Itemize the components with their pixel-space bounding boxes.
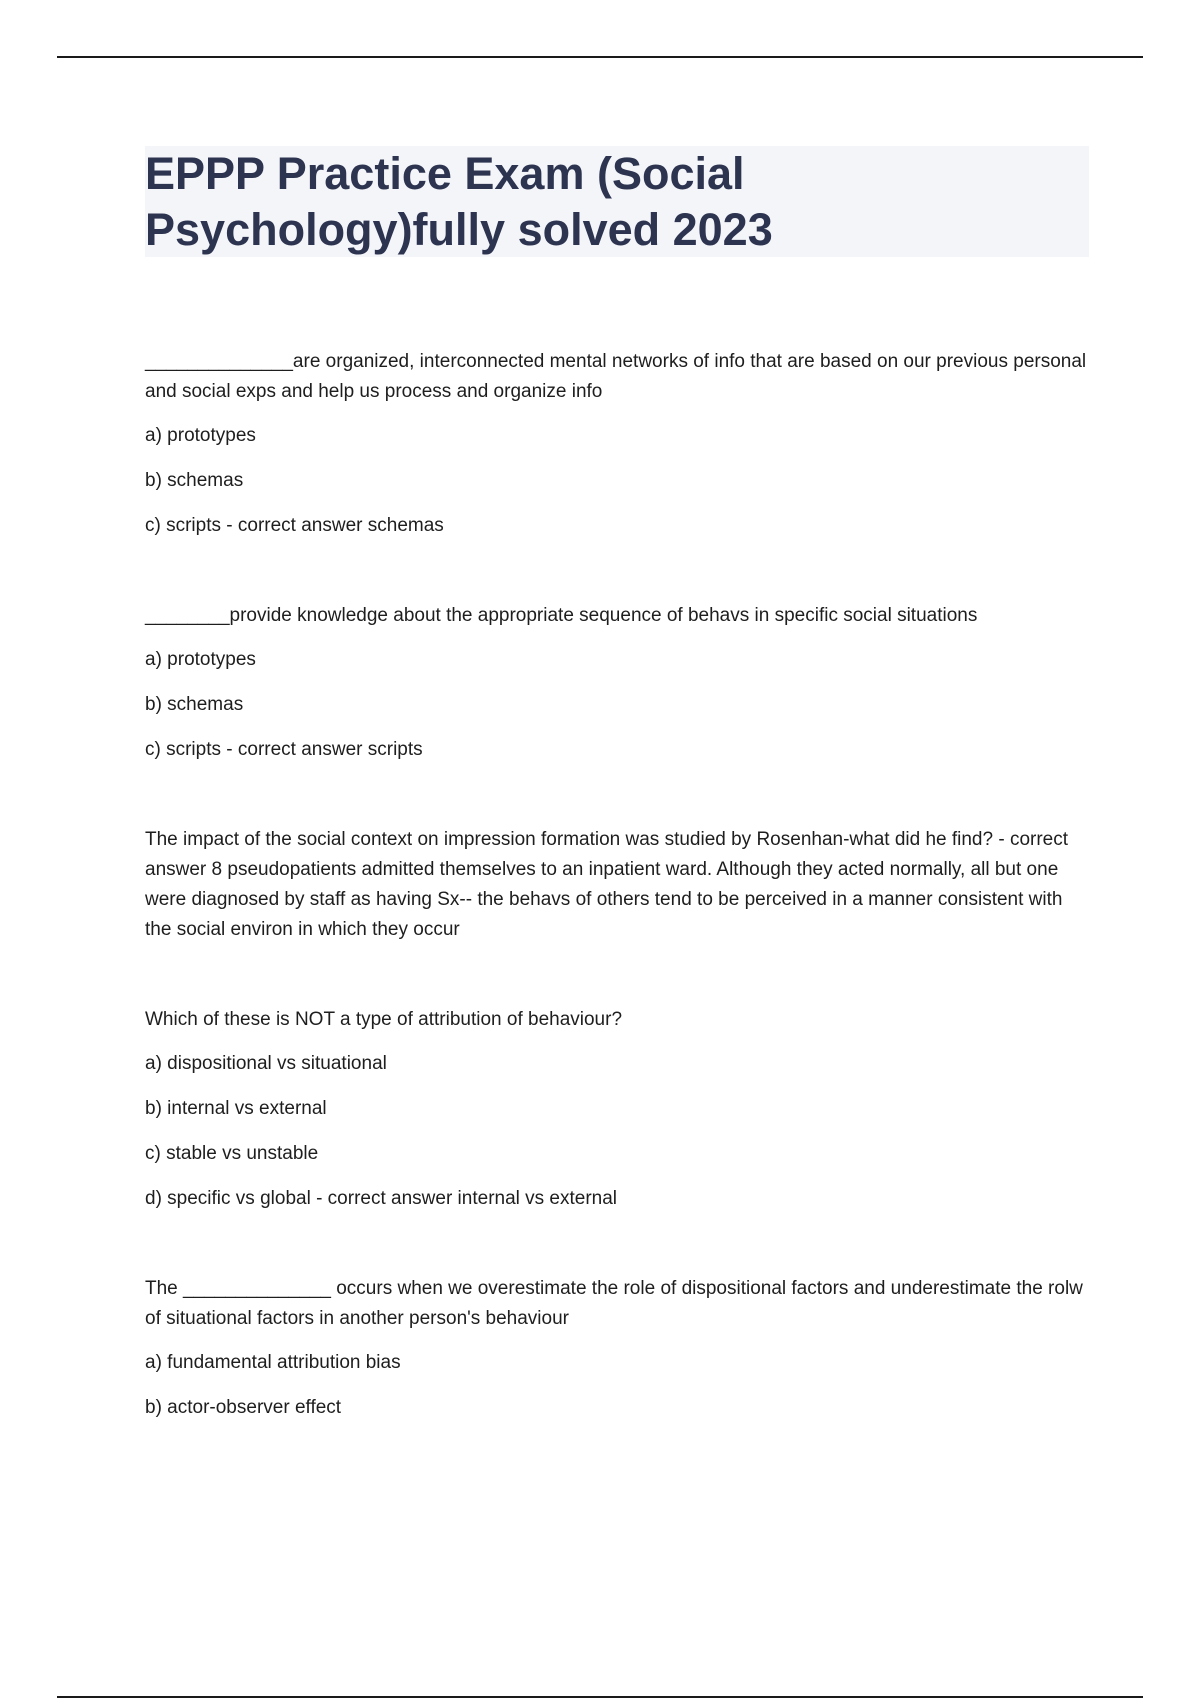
answer-option: a) prototypes [145, 649, 256, 670]
answer-option: d) specific vs global - correct answer internal vs external [145, 1188, 618, 1209]
question-3 [145, 825, 1089, 945]
question-5 [145, 1274, 1089, 1423]
question-text: ________provide knowledge about the appropriate sequence of behavs in specific social situations [145, 605, 978, 626]
question-2 [145, 601, 1089, 765]
answer-option: a) dispositional vs situational [145, 1053, 387, 1074]
answer-option: a) prototypes [145, 425, 256, 446]
answer-option: b) actor-observer effect [145, 1397, 342, 1418]
answer-option: c) scripts - correct answer schemas [145, 515, 444, 536]
question-text: The impact of the social context on impression formation was studied by Rosenhan-what did he find? - correct answer 8 pseudopatients admitted themselves to an inpatient ward. Although they acted normally, all but one were diagnosed by staff as having Sx-- the behavs of others tend to be perceived in a manner consistent with the social environ in which they occur [145, 829, 1069, 940]
question-1 [145, 347, 1089, 541]
question-text: The ______________ occurs when we overestimate the role of dispositional factors and underestimate the rolw of situational factors in another person's behaviour [145, 1278, 1083, 1329]
page-content [145, 146, 1089, 1483]
answer-option: b) schemas [145, 470, 244, 491]
answer-option: a) fundamental attribution bias [145, 1352, 401, 1373]
question-text: Which of these is NOT a type of attribution of behaviour? [145, 1009, 623, 1030]
answer-option: c) scripts - correct answer scripts [145, 739, 423, 760]
answer-option: c) stable vs unstable [145, 1143, 319, 1164]
answer-option: b) internal vs external [145, 1098, 327, 1119]
answer-option: b) schemas [145, 694, 244, 715]
top-rule [57, 56, 1143, 58]
title-block [145, 146, 1089, 257]
question-4 [145, 1005, 1089, 1214]
question-text: ______________are organized, interconnected mental networks of info that are based on our previous personal and social exps and help us process and organize info [145, 351, 1087, 402]
document-title: EPPP Practice Exam (Social Psychology)fully solved 2023 [145, 148, 773, 255]
bottom-rule [57, 1696, 1143, 1698]
